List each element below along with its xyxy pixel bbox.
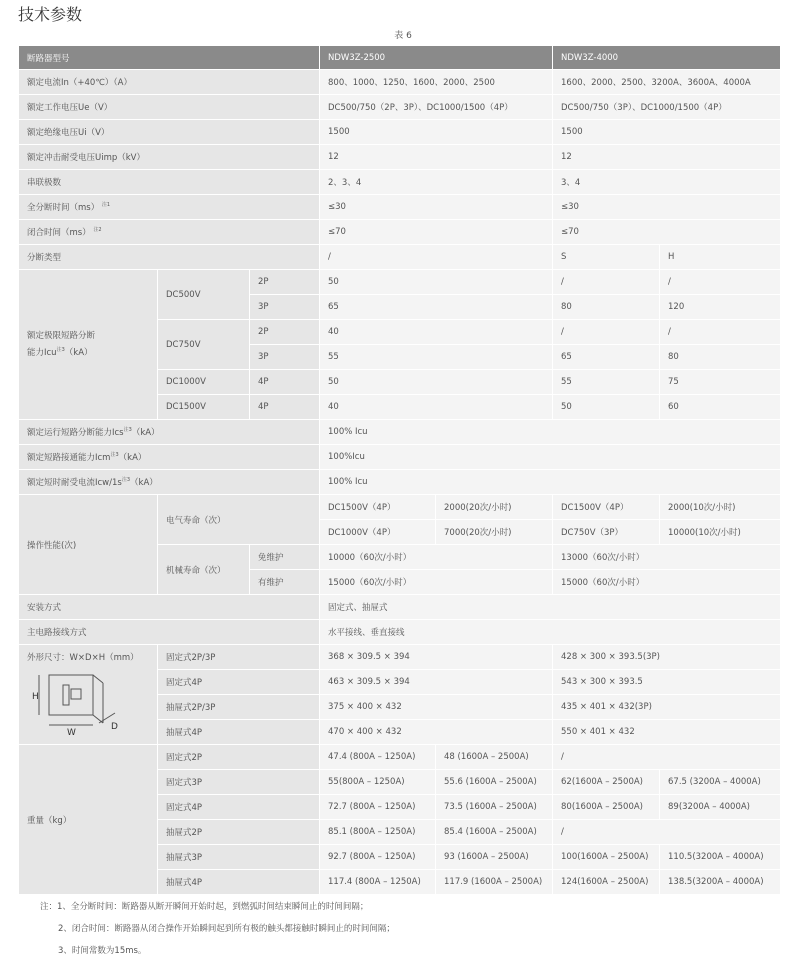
cell-4000: 10000(10次/小时) [660, 520, 781, 545]
footnote-1: 注：1、全分断时间：断路器从断开瞬间开始时起，到燃弧时间结束瞬间止的时间间隔； [40, 902, 369, 912]
cell-4000: 62(1600A – 2500A) [553, 770, 660, 795]
cell-2500: / [320, 245, 553, 270]
cell-2500: 1500 [320, 120, 553, 145]
cell-4000-s: 50 [553, 395, 660, 420]
pole-label: 3P [250, 345, 320, 370]
row-label: 分断类型 [19, 245, 320, 270]
icu-row [19, 270, 781, 295]
electrical-life-label: 电气寿命（次） [158, 495, 320, 545]
mechanical-life-label: 机械寿命（次） [158, 545, 250, 595]
cell-4000: 550 × 401 × 432 [553, 720, 781, 745]
row-ics [19, 420, 781, 445]
cell-4000: 100(1600A – 2500A) [553, 845, 660, 870]
cell-4000-h: H [660, 245, 781, 270]
cell-2500: 463 × 309.5 × 394 [320, 670, 553, 695]
mount-type: 抽屉式3P [158, 845, 320, 870]
cell-2500: 375 × 400 × 432 [320, 695, 553, 720]
footnote-mark: 注3 [110, 452, 119, 459]
cell-4000: DC750V（3P） [553, 520, 660, 545]
cell-2500: 12 [320, 145, 553, 170]
row-label: 额定短路接通能力Icm$^{注3}$（kA） [19, 445, 320, 470]
row-label: 主电路接线方式 [19, 620, 320, 645]
row-wiring [19, 620, 781, 645]
cell-2500: 800、1000、1250、1600、2000、2500 [320, 70, 553, 95]
mount-type: 固定式4P [158, 670, 320, 695]
depth-marker: D [111, 722, 118, 732]
row-icm [19, 445, 781, 470]
cell-4000: 12 [553, 145, 781, 170]
cell-4000-h: 75 [660, 370, 781, 395]
pole-label: 2P [250, 270, 320, 295]
cell-2500: 93 (1600A – 2500A) [436, 845, 553, 870]
cell-4000: 1500 [553, 120, 781, 145]
weight-row [19, 745, 781, 770]
page-title: 技术参数 [18, 5, 83, 24]
operation-label: 操作性能(次) [19, 495, 158, 595]
cell-2500: 117.4 (800A – 1250A) [320, 870, 436, 895]
cell-2500: 40 [320, 320, 553, 345]
cell-2500: 72.7 (800A – 1250A) [320, 795, 436, 820]
cell-2500: 92.7 (800A – 1250A) [320, 845, 436, 870]
cell-2500: 368 × 309.5 × 394 [320, 645, 553, 670]
header-model-4000: NDW3Z-4000 [553, 46, 781, 70]
footnote-mark: 注2 [93, 227, 102, 234]
cell-4000-s: / [553, 320, 660, 345]
row-label: 额定短时耐受电流Icw/$1s^{注3}(kA)$ [19, 470, 320, 495]
dimension-row [19, 645, 781, 670]
row-label: 安装方式 [19, 595, 320, 620]
dimensions-label-cell [19, 645, 158, 745]
cell-value: 100%Icu [320, 445, 781, 470]
voltage-label: DC750V [158, 320, 250, 370]
footnote-3: 3、时间常数为15ms。 [58, 946, 147, 956]
row-icw [19, 470, 781, 495]
mount-type: 抽屉式4P [158, 870, 320, 895]
cell-4000: 1600、2000、2500、3200A、3600A、4000A [553, 70, 781, 95]
mount-type: 固定式2P [158, 745, 320, 770]
width-marker: W [67, 728, 76, 737]
cell-4000-s: 65 [553, 345, 660, 370]
footnote-mark: 注3 [123, 427, 132, 434]
cell-2500: 50 [320, 370, 553, 395]
mount-type: 抽屉式2P [158, 820, 320, 845]
row-label: 闭合时间（ms） $^{注2}$ [19, 220, 320, 245]
cell-2500: 85.1 (800A – 1250A) [320, 820, 436, 845]
cell-2500: ≤70 [320, 220, 553, 245]
icu-label: 额定极限短路分断 能力Icu$^{注3}$（kA） [19, 270, 158, 420]
cell-4000-s: / [553, 270, 660, 295]
row-installation [19, 595, 781, 620]
cell-2500: 2、3、4 [320, 170, 553, 195]
header-label: 断路器型号 [19, 46, 320, 70]
footnote-mark: 注3 [56, 347, 65, 354]
cell-2500: 7000(20次/小时) [436, 520, 553, 545]
cell-4000: ≤30 [553, 195, 781, 220]
pole-label: 3P [250, 295, 320, 320]
mount-type: 抽屉式4P [158, 720, 320, 745]
voltage-label: DC1000V [158, 370, 250, 395]
pole-label: 4P [250, 395, 320, 420]
cell-4000: 15000（60次/小时） [553, 570, 781, 595]
cell-2500: 15000（60次/小时） [320, 570, 553, 595]
cell-4000: 138.5(3200A – 4000A) [660, 870, 781, 895]
mount-type: 固定式4P [158, 795, 320, 820]
header-row [19, 46, 781, 70]
cell-4000-h: / [660, 270, 781, 295]
cell-2500: DC500/750（2P、3P）、DC1000/1500（4P） [320, 95, 553, 120]
cell-value: 100% Icu [320, 420, 781, 445]
cell-2500: 65 [320, 295, 553, 320]
cell-2500: ≤30 [320, 195, 553, 220]
cell-value: 水平接线、垂直接线 [320, 620, 781, 645]
cell-4000-h: 80 [660, 345, 781, 370]
footnote-mark: 注3 [121, 477, 131, 484]
operation-row [19, 495, 781, 520]
row-insulation-voltage [19, 120, 781, 145]
cell-2500: 50 [320, 270, 553, 295]
row-rated-current [19, 70, 781, 95]
cell-4000-h: 120 [660, 295, 781, 320]
weight-label: 重量（kg） [19, 745, 158, 895]
voltage-label: DC1500V [158, 395, 250, 420]
pole-label: 4P [250, 370, 320, 395]
cell-2500: 40 [320, 395, 553, 420]
voltage-label: DC500V [158, 270, 250, 320]
row-label: 额定电流In（+40℃）（A） [19, 70, 320, 95]
cell-4000: 110.5(3200A – 4000A) [660, 845, 781, 870]
row-label: 额定绝缘电压Ui（V） [19, 120, 320, 145]
row-impulse-voltage [19, 145, 781, 170]
table-caption: 表 6 [394, 31, 412, 41]
row-break-time [19, 195, 781, 220]
cell-2500: 47.4 (800A – 1250A) [320, 745, 436, 770]
cell-4000: DC500/750（3P）、DC1000/1500（4P） [553, 95, 781, 120]
row-label: 串联极数 [19, 170, 320, 195]
cell-4000-s: 55 [553, 370, 660, 395]
footnote-2: 2、闭合时间：断路器从闭合操作开始瞬间起到所有极的触头都接触时瞬间止的时间间隔； [58, 924, 395, 934]
cell-value: 固定式、抽屉式 [320, 595, 781, 620]
cell-4000-s: 80 [553, 295, 660, 320]
row-label: 全分断时间（ms） $^{注1}$ [19, 195, 320, 220]
cell-4000: 80(1600A – 2500A) [553, 795, 660, 820]
maintenance-label: 免维护 [250, 545, 320, 570]
cell-2500: 73.5 (1600A – 2500A) [436, 795, 553, 820]
cell-4000: 67.5 (3200A – 4000A) [660, 770, 781, 795]
cell-4000: 428 × 300 × 393.5(3P) [553, 645, 781, 670]
cell-2500: 55(800A – 1250A) [320, 770, 436, 795]
cell-4000: DC1500V（4P） [553, 495, 660, 520]
cell-4000: / [553, 745, 781, 770]
dimension-figure [27, 669, 127, 737]
row-label: 额定工作电压Ue（V） [19, 95, 320, 120]
cell-2500: 470 × 400 × 432 [320, 720, 553, 745]
cell-2500: 55 [320, 345, 553, 370]
cell-4000-h: 60 [660, 395, 781, 420]
mount-type: 抽屉式2P/3P [158, 695, 320, 720]
tech-params-table [18, 45, 781, 895]
cell-2500: DC1500V（4P） [320, 495, 436, 520]
footnotes [40, 896, 395, 962]
cell-4000: ≤70 [553, 220, 781, 245]
cell-4000-s: S [553, 245, 660, 270]
row-label: 额定运行短路分断能力Ics$^{注3}$（kA） [19, 420, 320, 445]
cell-4000-h: / [660, 320, 781, 345]
cell-2500: 10000（60次/小时） [320, 545, 553, 570]
mount-type: 固定式2P/3P [158, 645, 320, 670]
cell-4000: 124(1600A – 2500A) [553, 870, 660, 895]
cell-2500: 85.4 (1600A – 2500A) [436, 820, 553, 845]
cell-4000: 13000（60次/小时） [553, 545, 781, 570]
cell-2500: 48 (1600A – 2500A) [436, 745, 553, 770]
mount-type: 固定式3P [158, 770, 320, 795]
row-rated-voltage [19, 95, 781, 120]
cell-2500: 117.9 (1600A – 2500A) [436, 870, 553, 895]
row-close-time [19, 220, 781, 245]
cell-4000: 3、4 [553, 170, 781, 195]
cell-2500: DC1000V（4P） [320, 520, 436, 545]
row-label: 额定冲击耐受电压Uimp（kV） [19, 145, 320, 170]
cell-4000: / [553, 820, 781, 845]
cell-value: 100% Icu [320, 470, 781, 495]
height-marker: H [32, 692, 39, 702]
cell-4000: 2000(10次/小时) [660, 495, 781, 520]
pole-label: 2P [250, 320, 320, 345]
cell-4000: 89(3200A – 4000A) [660, 795, 781, 820]
cell-2500: 55.6 (1600A – 2500A) [436, 770, 553, 795]
row-series-poles [19, 170, 781, 195]
header-model-2500: NDW3Z-2500 [320, 46, 553, 70]
footnote-mark: 注1 [101, 202, 111, 209]
cell-4000: 543 × 300 × 393.5 [553, 670, 781, 695]
dimensions-label: 外形尺寸：W×D×H（mm） [27, 653, 139, 663]
maintenance-label: 有维护 [250, 570, 320, 595]
row-break-type [19, 245, 781, 270]
cell-4000: 435 × 401 × 432(3P) [553, 695, 781, 720]
cell-2500: 2000(20次/小时) [436, 495, 553, 520]
